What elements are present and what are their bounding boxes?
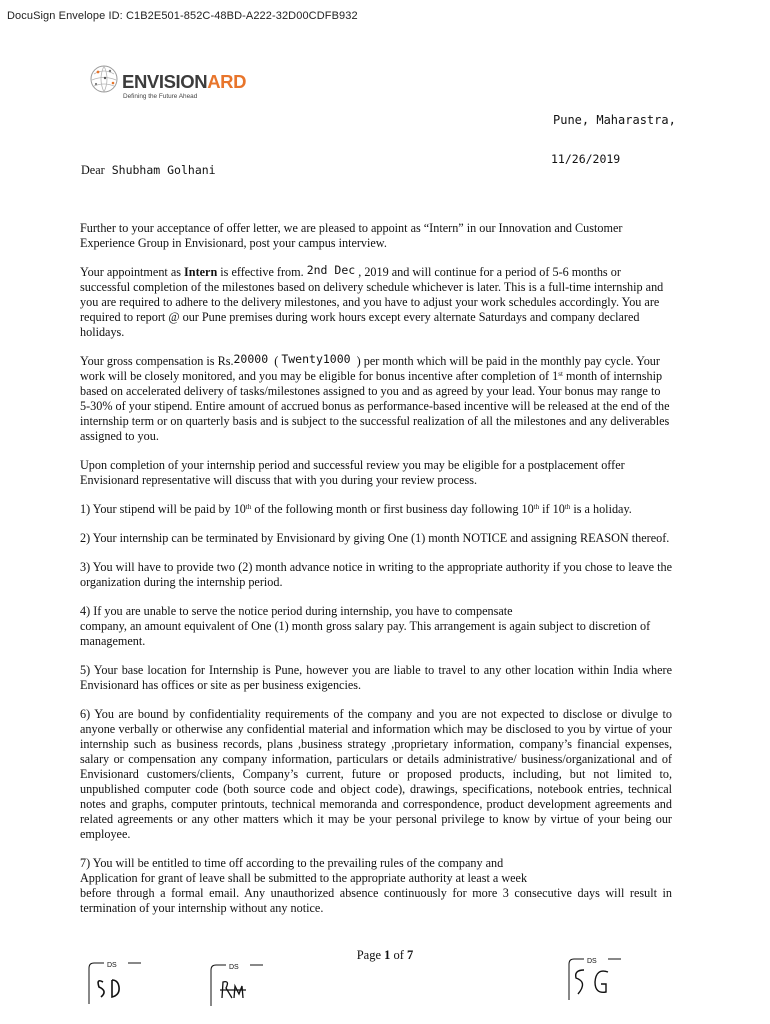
initials-box-2 (208, 962, 268, 1010)
letter-place: Pune, Maharastra, (553, 113, 676, 127)
clause-2: 2) Your internship can be terminated by Envisionard by giving One (1) month NOTICE and assigning REASON thereof. (80, 531, 670, 545)
letter-date: 11/26/2019 (551, 152, 621, 166)
initials-box-3 (566, 956, 626, 1004)
recipient-name: Shubham Golhani (111, 163, 216, 177)
compensation-paragraph: Your gross compensation is Rs.20000 ( Twenty1000 ) per month which will be paid in the monthly pay cycle. Your work will be closely monitored, and you may be eligible for bonus incentive after completion of 1st month of internship based on accelerated delivery of tasks/milestones assigned to you and as agreed by your lead. Your bonus may range to 5-30% of your stipend. Entire amount of accrued bonus as performance-based incentive will be released at the end of the internship term or on quarterly basis and is subject to the successful realization of all the milestones and any deliverables assigned to you. (80, 352, 670, 443)
brain-globe-icon (88, 62, 122, 98)
svg-text:DS: DS (229, 964, 239, 971)
amount-field: 20000 (233, 352, 269, 366)
clause-5: 5) Your base location for Internship is Pune, however you are liable to travel to any other location within India where Envisionard has offices or site as per business exigencies. (80, 663, 672, 692)
page-number: Page 1 of 7 (356, 948, 414, 962)
docusign-initials-mark (566, 956, 626, 1004)
svg-text:DS: DS (587, 958, 597, 965)
docusign-initials-mark (208, 962, 268, 1010)
initials-box-1 (86, 960, 146, 1008)
clause-6: 6) You are bound by confidentiality requirements of the company and you are not expected to disclose or divulge to anyone verbally or otherwise any confidential material and information which may be disclosed to you by virtue of your internship such as business records, plans ,business strategy ,proprietary information, company’s financial expenses, salary or compensation any company information, particulars or details administrative/ business/organizational and of Envisionard customers/clients, Company’s current, future or proposed products, including, but not limited to, unpublished computer code (both source code and object code), drawings, specifications, notebook entries, technical notes and graphs, computer printouts, technical memoranda and correspondence, product development agreements and related agreements or any other matters which it may be your personal privilege to know by virtue of your being our employee. (80, 707, 672, 841)
clause-7: 7) You will be entitled to time off according to the prevailing rules of the company and Application for grant of leave shall be submitted to the appropriate authority at least a week before through a formal email. Any unauthorized absence continuously for more 3 consecutive days will result in termination of your internship without any notice. (80, 856, 672, 915)
company-logo (88, 62, 258, 106)
intro-paragraph: Further to your acceptance of offer letter, we are pleased to appoint as “Intern” in our Innovation and Customer Experience Group in Envisionard, post your campus interview. (80, 221, 623, 250)
docusign-envelope-id: DocuSign Envelope ID: C1B2E501-852C-48BD-A222-32D00CDFB932 (7, 10, 358, 22)
letter-body (80, 221, 672, 930)
salutation: Dear (81, 163, 105, 177)
start-date-field: 2nd Dec (306, 263, 356, 277)
clause-3: 3) You will have to provide two (2) month advance notice in writing to the appropriate authority if you chose to leave the organization during the internship period. (80, 560, 672, 589)
logo-wordmark: ENVISIONARD (122, 71, 247, 92)
amount-words-field: Twenty1000 (281, 352, 351, 366)
clause-1: 1) Your stipend will be paid by 10th of the following month or first business day following 10th if 10th is a holiday. (80, 502, 632, 516)
clause-4: 4) If you are unable to serve the notice period during internship, you have to compensate company, an amount equivalent of One (1) month gross salary pay. This arrangement is again subject to discretion of management. (80, 604, 651, 648)
completion-paragraph: Upon completion of your internship period and successful review you may be eligible for a postplacement offer Envisionard representative will discuss that with you during your review process. (80, 458, 625, 487)
logo-tagline: Defining the Future Ahead (123, 93, 198, 100)
salutation-line (81, 163, 216, 178)
appointment-paragraph: Your appointment as Intern is effective from. 2nd Dec , 2019 and will continue for a period of 5-6 months or successful completion of the milestones based on delivery schedule whichever is later. This is a full-time internship and you are required to adhere to the delivery milestones, and you have to adjust your work schedules accordingly. You are required to report @ our Pune premises during work hours except every alternate Saturdays and company declared holidays. (80, 263, 664, 339)
docusign-initials-mark (86, 960, 146, 1008)
svg-text:DS: DS (107, 962, 117, 969)
role-label: Intern (184, 265, 218, 279)
